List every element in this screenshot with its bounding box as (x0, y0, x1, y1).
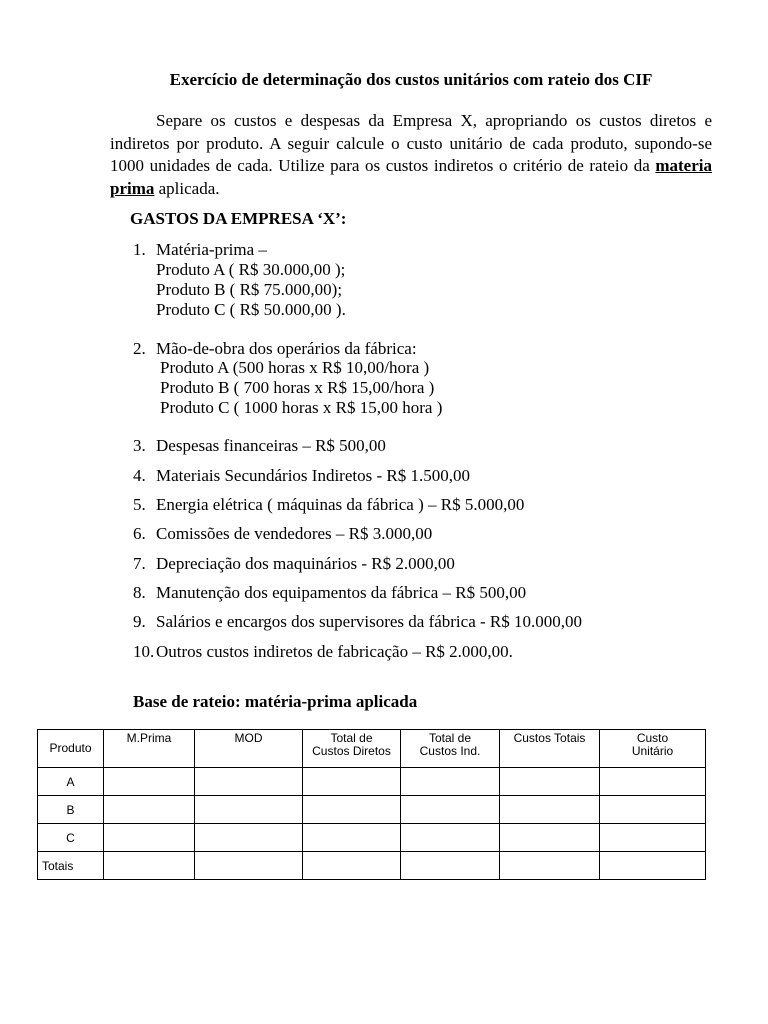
header-total-custos-ind (401, 730, 500, 768)
rateio-table (37, 729, 706, 880)
list-item-number: 3. (133, 436, 146, 455)
materia-prima-line: Produto B ( R$ 75.000,00); (156, 280, 343, 299)
header-mod (195, 730, 303, 768)
list-item-number: 1. (133, 240, 146, 259)
row-label: B (38, 796, 104, 824)
intro-paragraph (110, 110, 712, 200)
table-cell (500, 768, 600, 796)
list-item-2 (133, 339, 417, 359)
header-custo-unitario (600, 730, 706, 768)
header-label: MOD (234, 731, 263, 745)
list-item-text: Manutenção dos equipamentos da fábrica – R$ 500,00 (156, 583, 527, 602)
list-item-5 (133, 495, 524, 515)
list-item-number: 2. (133, 339, 146, 358)
list-item-text: Salários e encargos dos supervisores da fábrica - R$ 10.000,00 (156, 612, 582, 631)
list-item-text: Materiais Secundários Indiretos - R$ 1.500,00 (156, 466, 470, 485)
document-title: Exercício de determinação dos custos unitários com rateio dos CIF (169, 70, 653, 89)
table-cell (401, 852, 500, 880)
list-item-3 (133, 436, 386, 456)
table-header-row (38, 730, 706, 768)
table-cell (195, 768, 303, 796)
table-cell (401, 796, 500, 824)
table-cell (401, 824, 500, 852)
table-cell (600, 824, 706, 852)
table-cell (195, 852, 303, 880)
table-cell (195, 796, 303, 824)
base-rateio-title: Base de rateio: matéria-prima aplicada (133, 692, 418, 711)
header-produto (38, 730, 104, 768)
table-cell (303, 796, 401, 824)
list-item-text: Mão-de-obra dos operários da fábrica: (156, 339, 417, 358)
header-label: Unitário (631, 744, 674, 758)
table-row (38, 824, 706, 852)
header-label: Produto (49, 741, 92, 755)
list-item-number: 10. (133, 642, 155, 661)
materia-prima-line: Produto A ( R$ 30.000,00 ); (156, 260, 346, 279)
list-item-text: Comissões de vendedores – R$ 3.000,00 (156, 524, 433, 543)
header-label: Custos Diretos (312, 744, 391, 758)
table-row (38, 796, 706, 824)
table-cell (195, 824, 303, 852)
list-item-text: Matéria-prima – (156, 240, 267, 259)
list-item-7 (133, 554, 455, 574)
table-row (38, 852, 706, 880)
intro-emphasis: materia prima (110, 156, 712, 198)
list-item-text: Outros custos indiretos de fabricação – R$ 2.000,00. (156, 642, 513, 661)
table-cell (500, 852, 600, 880)
table-cell (104, 796, 195, 824)
mao-de-obra-line: Produto C ( 1000 horas x R$ 15,00 hora ) (160, 398, 443, 417)
row-label: Totais (38, 852, 104, 880)
table-cell (500, 796, 600, 824)
table-cell (600, 852, 706, 880)
mao-de-obra-line: Produto B ( 700 horas x R$ 15,00/hora ) (160, 378, 435, 397)
list-item-text: Despesas financeiras – R$ 500,00 (156, 436, 386, 455)
table-cell (104, 768, 195, 796)
header-m-prima (104, 730, 195, 768)
table-cell (104, 824, 195, 852)
list-item-8 (133, 583, 526, 603)
header-label: Total de (330, 731, 373, 745)
table-cell (600, 768, 706, 796)
list-item-10 (133, 642, 513, 662)
header-label: M.Prima (126, 731, 172, 745)
intro-end: aplicada. (158, 178, 220, 198)
header-label: Custos Totais (513, 731, 586, 745)
list-item-number: 4. (133, 466, 146, 485)
table-cell (500, 824, 600, 852)
row-label: C (38, 824, 104, 852)
header-custos-totais (500, 730, 600, 768)
row-label: A (38, 768, 104, 796)
header-label: Custo (636, 731, 669, 745)
list-item-text: Energia elétrica ( máquinas da fábrica ) – R$ 5.000,00 (156, 495, 525, 514)
list-item-6 (133, 524, 432, 544)
list-item-number: 5. (133, 495, 146, 514)
header-total-custos-diretos (303, 730, 401, 768)
list-item-number: 6. (133, 524, 146, 543)
list-item-1 (133, 240, 267, 260)
list-item-9 (133, 612, 582, 632)
list-item-number: 8. (133, 583, 146, 602)
list-item-number: 7. (133, 554, 146, 573)
header-label: Custos Ind. (419, 744, 481, 758)
header-label: Total de (428, 731, 472, 745)
mao-de-obra-line: Produto A (500 horas x R$ 10,00/hora ) (160, 358, 430, 377)
list-item-number: 9. (133, 612, 146, 631)
table-row (38, 768, 706, 796)
section-title: GASTOS DA EMPRESA ‘X’: (130, 209, 347, 228)
materia-prima-line: Produto C ( R$ 50.000,00 ). (156, 300, 346, 319)
table-cell (600, 796, 706, 824)
table-cell (104, 852, 195, 880)
list-item-text: Depreciação dos maquinários - R$ 2.000,00 (156, 554, 455, 573)
intro-text: Separe os custos e despesas da Empresa X, apropriando os custos diretos e indiretos por produto. A seguir calcule o custo unitário de cada produto, supondo-se 1000 unidades de cada. Utilize para os custos indiretos o critério de rateio da (110, 111, 712, 175)
table-cell (401, 768, 500, 796)
table-cell (303, 768, 401, 796)
list-item-4 (133, 466, 470, 486)
table-cell (303, 824, 401, 852)
table-cell (303, 852, 401, 880)
